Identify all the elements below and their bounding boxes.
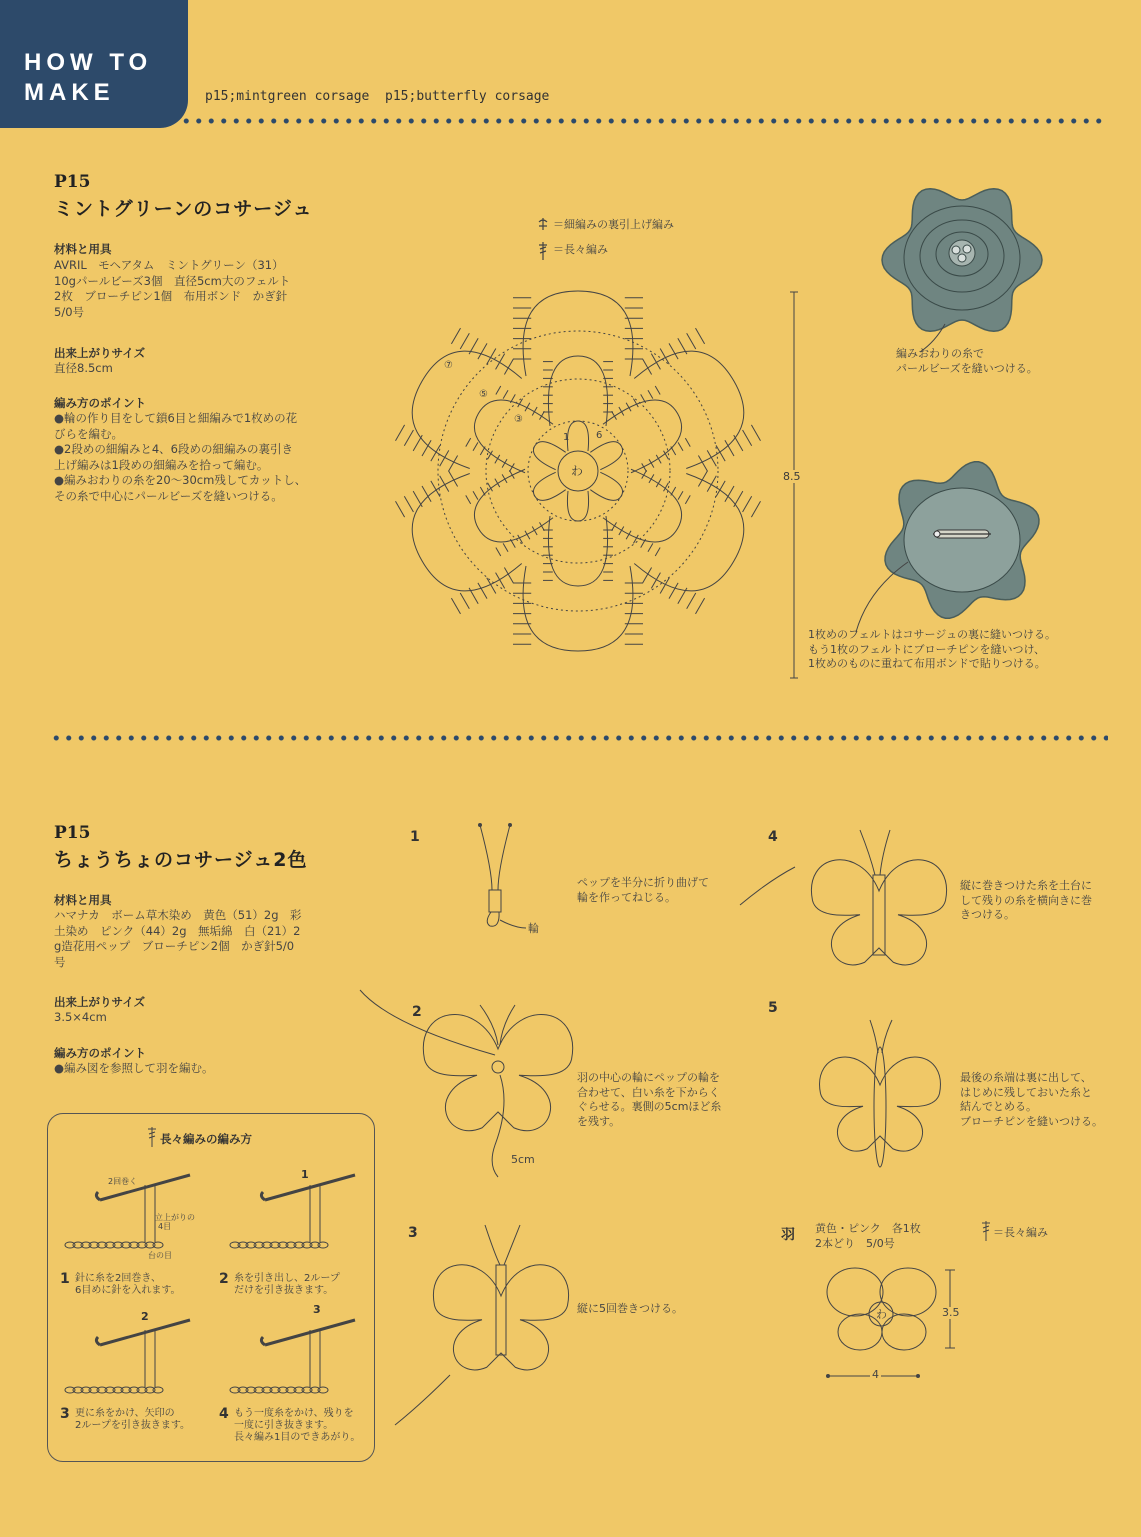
materials-line: 2枚 ブローチピン1個 布用ボンド かぎ針 xyxy=(54,289,288,303)
text-line: 輪を作ってねじる。 xyxy=(577,890,676,904)
anno-turning: 立上がりの xyxy=(155,1213,195,1222)
points-line: ●2段めの細編みと4、6段めの細編みの裏引き xyxy=(54,442,293,456)
text-line: 最後の糸端は裏に出して、 xyxy=(960,1071,1092,1084)
section2-points: ●編み図を参照して羽を編む。 xyxy=(54,1061,214,1075)
section1-size-value: 直径8.5cm xyxy=(54,361,113,375)
text-line: ペップを半分に折り曲げて xyxy=(577,876,709,889)
round-label-3: ③ xyxy=(514,414,523,425)
wing-center-mark: わ xyxy=(876,1308,887,1321)
step-3-num: 3 xyxy=(408,1225,418,1241)
flower-back-note xyxy=(808,628,1056,672)
step-5-text xyxy=(960,1071,1103,1129)
step-4-text xyxy=(960,879,1092,923)
section2-materials-label: 材料と用具 xyxy=(54,893,112,907)
wing-legend: ＝長々編み xyxy=(993,1226,1048,1239)
step-3-illustration xyxy=(390,1215,580,1430)
legend-symbols xyxy=(536,216,550,262)
note-line: パールビーズを縫いつける。 xyxy=(896,361,1038,375)
section1-materials-label: 材料と用具 xyxy=(54,242,112,256)
chart-center-mark: わ xyxy=(571,464,584,478)
arrow-number-3: 3 xyxy=(313,1303,321,1316)
note-line: 編みおわりの糸で xyxy=(896,347,984,360)
materials-line: 5/0号 xyxy=(54,304,85,319)
points-line: ●編みおわりの糸を20〜30cm残してカットし、 xyxy=(54,473,307,487)
dotted-divider-middle xyxy=(50,734,1108,742)
round-label-5: ⑤ xyxy=(479,389,488,400)
anno-two-wraps: 2回巻く xyxy=(108,1177,138,1186)
step-1-tag: 輪 xyxy=(528,922,539,935)
note-line: 1枚めのものに重ねて布用ボンドで貼りつける。 xyxy=(808,657,1046,670)
text-line: 更に糸をかけ、矢印の xyxy=(75,1408,175,1419)
section2-size-value: 3.5×4cm xyxy=(54,1010,107,1024)
round-label-6: 6 xyxy=(596,430,603,441)
text-line: ぐらせる。裏側の5cmほど糸 xyxy=(577,1100,722,1113)
text-line: もう一度糸をかけ、残りを xyxy=(234,1408,354,1419)
materials-line: 10gパールビーズ3個 直径5cm大のフェルト xyxy=(54,273,291,288)
arrow-number-2: 2 xyxy=(141,1310,149,1323)
page-subtitle: p15;mintgreen corsage p15;butterfly corsage xyxy=(205,89,550,104)
dimension-label: 8.5 xyxy=(783,470,801,483)
text-line: 2本どり 5/0号 xyxy=(815,1236,895,1250)
tab-line-1: HOW TO xyxy=(24,49,153,76)
dimension-line xyxy=(788,290,800,680)
flower-front-illustration xyxy=(875,178,1050,343)
section1-points-label: 編み方のポイント xyxy=(54,396,146,410)
section1-materials xyxy=(54,258,290,320)
legend-2: ＝長々編み xyxy=(553,243,608,256)
section2-points-label: 編み方のポイント xyxy=(54,1046,146,1060)
points-line: ●輪の作り目をして鎖6目と細編みで1枚めの花 xyxy=(54,411,298,425)
materials-line: g造花用ペップ ブローチピン2個 かぎ針5/0 xyxy=(54,939,295,953)
text-line: して残りの糸を横向きに巻 xyxy=(960,893,1092,907)
materials-line: 土染め ピンク（44）2g 無垢綿 白（21）2 xyxy=(54,923,301,938)
round-label-1: 1 xyxy=(563,432,570,443)
section1-size-label: 出来上がりサイズ xyxy=(54,346,146,360)
text-line: 2ループを引き抜きます。 xyxy=(75,1420,191,1431)
text-line: 羽の中心の輪にペップの輪を xyxy=(577,1071,720,1084)
section2-materials xyxy=(54,908,302,970)
flower-front-note xyxy=(896,347,1038,376)
wing-info xyxy=(815,1222,921,1251)
step-4-num: 4 xyxy=(768,829,778,845)
step-5-illustration xyxy=(812,1017,952,1162)
tab-title xyxy=(24,48,152,108)
arrow-number-1: 1 xyxy=(301,1168,309,1181)
technique-step-4-num: 4 xyxy=(219,1406,229,1422)
text-line: 長々編み1目のできあがり。 xyxy=(234,1432,361,1443)
section2-size-label: 出来上がりサイズ xyxy=(54,995,146,1009)
text-line: 黄色・ピンク 各1枚 xyxy=(815,1222,921,1235)
wing-width: 4 xyxy=(872,1368,879,1381)
section2-title: ちょうちょのコサージュ2色 xyxy=(54,849,308,871)
text-line: きつける。 xyxy=(960,908,1015,921)
dotted-divider-top xyxy=(180,117,1108,125)
points-line: 上げ編みは1段めの細編みを拾って編む。 xyxy=(54,457,269,472)
step-1-num: 1 xyxy=(410,829,420,845)
brooch-pin-icon xyxy=(933,530,991,538)
crochet-chart xyxy=(400,285,775,720)
text-line: 針に糸を2回巻き、 xyxy=(75,1273,161,1284)
technique-box-title: 長々編みの編み方 xyxy=(160,1132,252,1146)
step-1-text xyxy=(577,876,709,905)
text-line: 一度に引き抜きます。 xyxy=(234,1420,334,1431)
round-label-7: ⑦ xyxy=(444,360,453,371)
step-3-text: 縦に5回巻きつける。 xyxy=(577,1302,683,1315)
text-line: 合わせて、白い糸を下からく xyxy=(577,1085,720,1099)
section2-page-ref: P15 xyxy=(54,823,91,843)
technique-step-2-text xyxy=(234,1273,340,1297)
anno-base: 台の目 xyxy=(148,1251,172,1260)
technique-step-3-num: 3 xyxy=(60,1406,70,1422)
tr-stitch-icon xyxy=(146,1126,158,1148)
note-line: もう1枚のフェルトにブローチピンを縫いつけ、 xyxy=(808,642,1046,656)
section1-points xyxy=(54,411,306,504)
text-line: 6目めに針を入れます。 xyxy=(75,1285,181,1296)
text-line: を残す。 xyxy=(577,1114,621,1128)
technique-step-1-text xyxy=(75,1273,181,1297)
text-line: 糸を引き出し、2ループ xyxy=(234,1273,340,1284)
anno-4th: 4目 xyxy=(158,1222,172,1231)
step-2-num: 2 xyxy=(412,1004,422,1020)
section1-title: ミントグリーンのコサージュ xyxy=(54,198,313,220)
step-2-tag: 5cm xyxy=(511,1153,535,1166)
technique-illustrations xyxy=(60,1165,370,1435)
wing-chart xyxy=(820,1262,970,1387)
legend-1: ＝細編みの裏引上げ編み xyxy=(553,218,674,231)
technique-step-1-num: 1 xyxy=(60,1271,70,1287)
wing-legend-icon xyxy=(980,1220,992,1242)
materials-line: ハマナカ ボーム草木染め 黄色（51）2g 彩 xyxy=(54,908,302,922)
section1-page-ref: P15 xyxy=(54,172,91,192)
text-line: はじめに残しておいた糸と xyxy=(960,1085,1092,1099)
technique-step-4-text xyxy=(234,1408,360,1444)
points-line: その糸で中心にパールビーズを縫いつける。 xyxy=(54,488,283,503)
materials-line: AVRIL モヘアタム ミントグリーン（31） xyxy=(54,258,284,272)
materials-line: 号 xyxy=(54,954,66,969)
text-line: 縦に巻きつけた糸を土台に xyxy=(960,879,1092,892)
technique-step-3-text xyxy=(75,1408,190,1432)
wing-label: 羽 xyxy=(781,1227,795,1243)
wing-height: 3.5 xyxy=(942,1306,960,1319)
step-2-illustration xyxy=(360,985,580,1185)
technique-step-2-num: 2 xyxy=(219,1271,229,1287)
note-line: 1枚めのフェルトはコサージュの裏に縫いつける。 xyxy=(808,628,1057,641)
tab-line-2: MAKE xyxy=(24,79,115,106)
step-4-illustration xyxy=(740,825,950,970)
text-line: だけを引き抜きます。 xyxy=(234,1285,334,1296)
step-2-text xyxy=(577,1071,721,1129)
text-line: ブローチピンを縫いつける。 xyxy=(960,1114,1103,1128)
text-line: 結んでとめる。 xyxy=(960,1100,1037,1113)
step-5-num: 5 xyxy=(768,1000,778,1016)
points-line: びらを編む。 xyxy=(54,426,123,441)
